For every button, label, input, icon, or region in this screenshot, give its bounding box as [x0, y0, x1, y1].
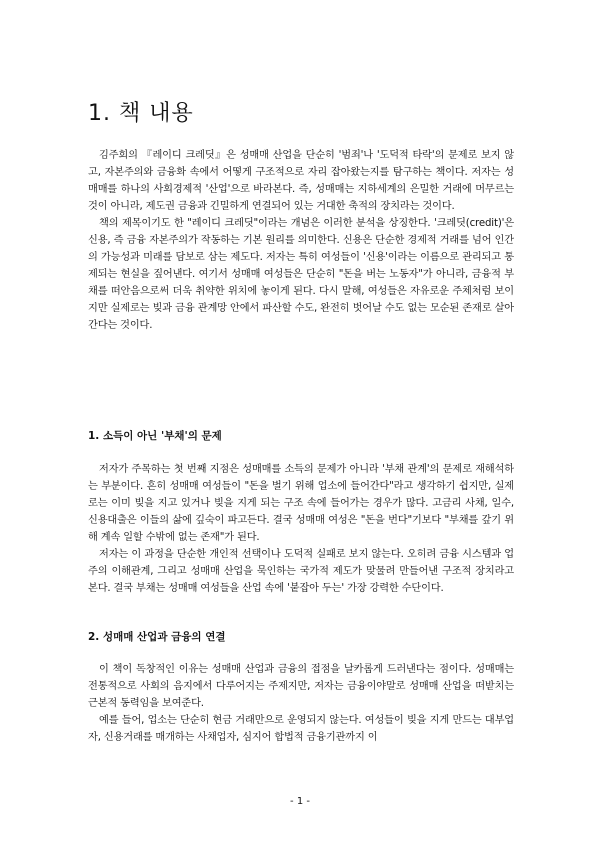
section-2-body — [88, 661, 514, 746]
intro-block — [88, 147, 514, 334]
section-2-paragraph-2: 예를 들어, 업소는 단순히 현금 거래만으로 운영되지 않는다. 여성들이 빚을 지게 만드는 대부업자, 신용거래를 매개하는 사채업자, 심지어 합법적 금융기관까지 이 — [88, 715, 514, 743]
section-1-paragraph-2: 저자는 이 과정을 단순한 개인적 선택이나 도덕적 실패로 보지 않는다. 오히려 금융 시스템과 업주의 이해관계, 그리고 성매매 산업을 묵인하는 국가적 제도가 맞물려 만들어낸 구조적 장치라고 본다. 결국 부채는 성매매 여성들을 산업 속에 '붙잡아 두는' 가장 강력한 수단이다. — [88, 549, 514, 594]
intro-paragraph-1: 김주희의 『레이디 크레딧』은 성매매 산업을 단순히 '범죄'나 '도덕적 타락'의 문제로 보지 않고, 자본주의와 금융화 속에서 어떻게 구조적으로 자리 잡아왔는지를 탐구하는 책이다. 저자는 성매매를 하나의 사회경제적 '산업'으로 바라본다. 즉, 성매매는 지하세계의 은밀한 거래에 머무르는 것이 아니라, 제도권 금융과 긴밀하게 연결되어 있는 거대한 축적의 장치라는 것이다. — [88, 150, 514, 212]
section-1-paragraph-1: 저자가 주목하는 첫 번째 지점은 성매매를 소득의 문제가 아니라 '부채 관계'의 문제로 재해석하는 부분이다. 흔히 성매매 여성들이 "돈을 벌기 위해 업소에 들어간다"라고 생각하기 쉽지만, 실제로는 이미 빚을 지고 있거나 빚을 지게 되는 구조 속에 들어가는 경우가 많다. 고금리 사채, 일수, 신용대출은 이들의 삶에 깊숙이 파고든다. 결국 성매매 여성은 "돈을 번다"기보다 "부채를 갚기 위해 계속 일할 수밖에 없는 존재"가 된다. — [88, 464, 514, 543]
section-1-body — [88, 461, 514, 597]
section-2-heading: 2. 성매매 산업과 금융의 연결 — [88, 631, 226, 643]
section-2-paragraph-1: 이 책이 독창적인 이유는 성매매 산업과 금융의 접점을 날카롭게 드러낸다는 점이다. 성매매는 전통적으로 사회의 음지에서 다루어지는 주제지만, 저자는 금융이야말로 성매매 산업을 떠받치는 근본적 동력임을 보여준다. — [88, 664, 514, 709]
page-number: - 1 - — [290, 796, 310, 807]
intro-paragraph-2: 책의 제목이기도 한 "레이디 크레딧"이라는 개념은 이러한 분석을 상징한다. '크레딧(credit)'은 신용, 즉 금융 자본주의가 작동하는 기본 원리를 의미한다. 신용은 단순한 경제적 거래를 넘어 인간의 가능성과 미래를 담보로 삼는 제도다. 저자는 특히 여성들이 '신용'이라는 이름으로 관리되고 통제되는 현실을 짚어낸다. 여기서 성매매 여성들은 단순히 "돈을 버는 노동자"가 아니라, 금융적 부채를 떠안음으로써 더욱 취약한 위치에 놓이게 된다. 다시 말해, 여성들은 자유로운 주체처럼 보이지만 실제로는 빚과 금융 관계망 안에서 파산할 수도, 완전히 벗어날 수도 없는 모순된 존재로 살아간다는 것이다. — [88, 218, 514, 331]
page-title: 1. 책 내용 — [88, 101, 194, 126]
section-1-heading: 1. 소득이 아닌 '부채'의 문제 — [88, 430, 222, 442]
